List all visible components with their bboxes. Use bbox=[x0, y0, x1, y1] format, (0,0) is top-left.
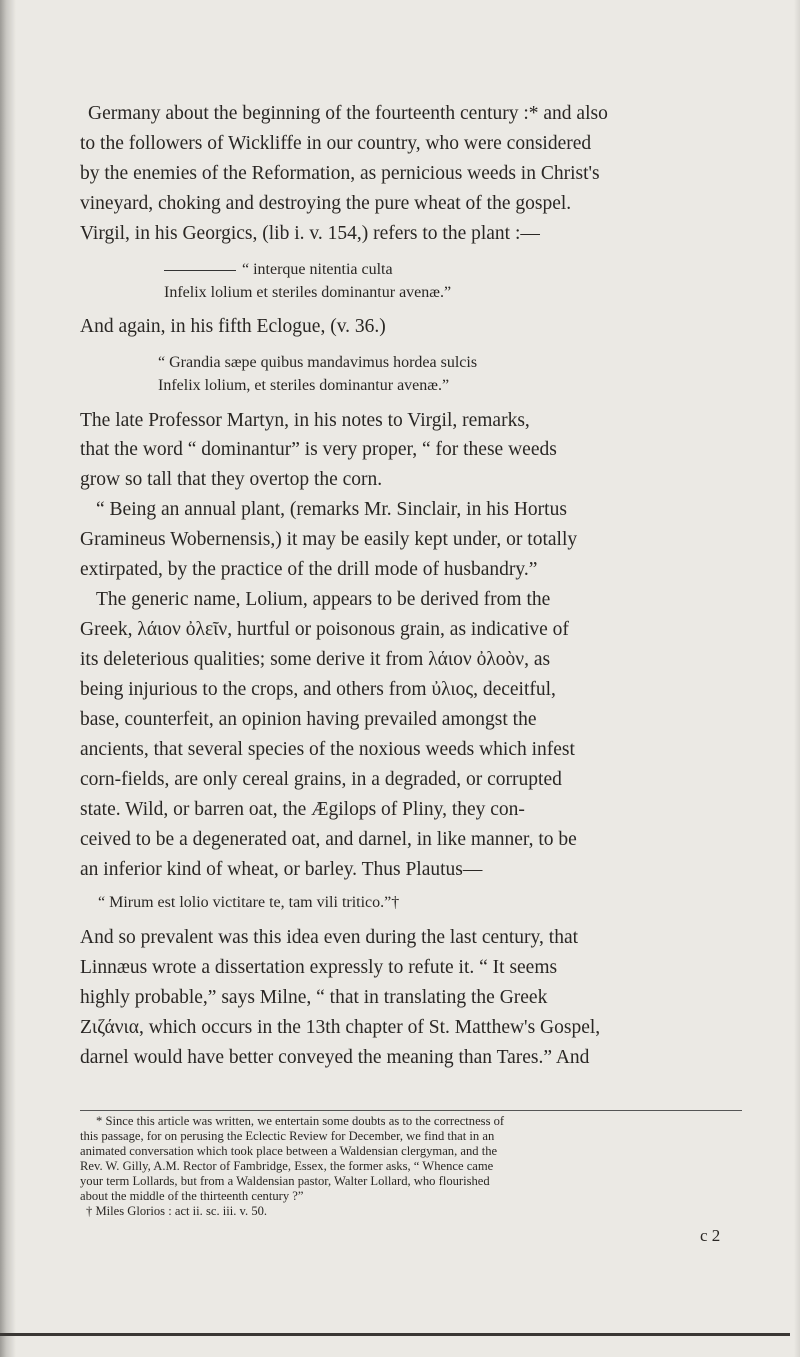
body-line: to the followers of Wickliffe in our country, who were considered bbox=[80, 133, 592, 154]
body-line: grow so tall that they overtop the corn. bbox=[80, 469, 383, 490]
body-line: vineyard, choking and destroying the pure wheat of the gospel. bbox=[80, 193, 572, 214]
em-rule bbox=[164, 270, 236, 271]
verse-line: “ Mirum est lolio victitare te, tam vili tritico.”† bbox=[98, 894, 400, 911]
verse-line: Infelix lolium, et steriles dominantur avenæ.” bbox=[158, 377, 450, 394]
body-line: highly probable,” says Milne, “ that in translating the Greek bbox=[80, 987, 548, 1008]
body-line: ancients, that several species of the noxious weeds which infest bbox=[80, 739, 575, 760]
footnote-line: * Since this article was written, we entertain some doubts as to the correctness of bbox=[96, 1114, 505, 1128]
body-line: by the enemies of the Reformation, as pernicious weeds in Christ's bbox=[80, 163, 600, 184]
verse-line: “ interque nitentia culta bbox=[164, 260, 393, 280]
verse-line: Infelix lolium et steriles dominantur avenæ.” bbox=[164, 284, 452, 301]
body-line: ceived to be a degenerated oat, and darnel, in like manner, to be bbox=[80, 829, 577, 850]
body-line: an inferior kind of wheat, or barley. Thus Plautus— bbox=[80, 859, 483, 880]
body-line: corn-fields, are only cereal grains, in a degraded, or corrupted bbox=[80, 769, 562, 790]
body-line: Ζιζάνια, which occurs in the 13th chapter of St. Matthew's Gospel, bbox=[80, 1017, 601, 1038]
body-line: Virgil, in his Georgics, (lib i. v. 154,) refers to the plant :— bbox=[80, 223, 540, 244]
body-line: Greek, λάιον ὀλεῖν, hurtful or poisonous grain, as indicative of bbox=[80, 619, 569, 640]
body-line: And so prevalent was this idea even during the last century, that bbox=[80, 927, 579, 948]
footnote-line: your term Lollards, but from a Waldensian pastor, Walter Lollard, who flourished bbox=[80, 1174, 490, 1188]
body-line: The late Professor Martyn, in his notes to Virgil, remarks, bbox=[80, 410, 530, 431]
body-line: The generic name, Lolium, appears to be derived from the bbox=[96, 589, 551, 610]
footnote-line: about the middle of the thirteenth century ?” bbox=[80, 1189, 304, 1203]
footnote-rule bbox=[80, 1110, 742, 1111]
body-line: being injurious to the crops, and others from ὐλιος, deceitful, bbox=[80, 679, 556, 700]
body-line: Gramineus Wobernensis,) it may be easily kept under, or totally bbox=[80, 529, 578, 550]
verse-line: “ Grandia sæpe quibus mandavimus hordea sulcis bbox=[158, 354, 478, 371]
body-line: state. Wild, or barren oat, the Ægilops of Pliny, they con- bbox=[80, 799, 525, 820]
page-edge bbox=[794, 0, 800, 1357]
footnote-line: Rev. W. Gilly, A.M. Rector of Fambridge, Essex, the former asks, “ Whence came bbox=[80, 1159, 494, 1173]
body-line: base, counterfeit, an opinion having prevailed amongst the bbox=[80, 709, 537, 730]
page-bottom-edge bbox=[0, 1333, 790, 1336]
body-line: darnel would have better conveyed the meaning than Tares.” And bbox=[80, 1047, 590, 1068]
body-line: that the word “ dominantur” is very proper, “ for these weeds bbox=[80, 439, 557, 460]
body-line: Linnæus wrote a dissertation expressly to refute it. “ It seems bbox=[80, 957, 558, 978]
body-line: its deleterious qualities; some derive it from λάιον ὀλοὸν, as bbox=[80, 649, 551, 670]
body-line: And again, in his fifth Eclogue, (v. 36.) bbox=[80, 316, 386, 337]
signature-mark: c 2 bbox=[700, 1226, 721, 1245]
footnote-line: animated conversation which took place between a Waldensian clergyman, and the bbox=[80, 1144, 498, 1158]
page-gutter-shadow bbox=[0, 0, 16, 1357]
body-line: Germany about the beginning of the fourteenth century :* and also bbox=[88, 103, 608, 124]
footnote-line: this passage, for on perusing the Eclectic Review for December, we find that in an bbox=[80, 1129, 495, 1143]
footnote-line: † Miles Glorios : act ii. sc. iii. v. 50. bbox=[86, 1204, 268, 1218]
body-line: “ Being an annual plant, (remarks Mr. Sinclair, in his Hortus bbox=[96, 499, 567, 520]
body-line: extirpated, by the practice of the drill mode of husbandry.” bbox=[80, 559, 538, 580]
